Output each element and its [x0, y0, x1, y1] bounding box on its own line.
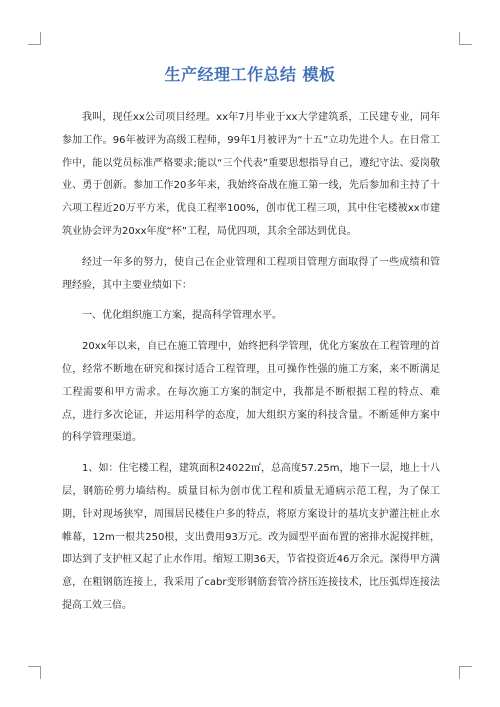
paragraph-intro: 我叫，现任xx公司项目经理。xx年7月毕业于xx大学建筑系，工民建专业，同年参加工作。96年被评为高级工程师，99年1月被评为“十五”立功先进个人。在日常工作中，能以党员标准严格要求;能以“三个代表”重要思想指导自己，遵纪守法、爱岗敬业、勇于创新。参加工作20多年来，我始终奋战在施工第一线，先后参加和主持了十六项工程近20万平方米，优良工程率100%，创市优工程三项，其中住宅楼被xx市建筑业协会评为20xx年度“杯”工程，局优四项，其余全部达到优良。	[62, 112, 440, 237]
paragraph-management: 20xx年以来，自已在施工管理中，始终把科学管理，优化方案放在工程管理的首位，经常不断地在研究和探讨适合工程管理，且可操作性强的施工方案，来不断满足工程需要和甲方需求。在每次施工方案的制定中，我都是不断根据工程的特点、难点，进行多次论证，并运用科学的态度，加大组织方案的科技含量。不断延伸方案中的科学管理渠道。	[62, 341, 440, 444]
document-body	[62, 107, 440, 618]
paragraph-example-1: 1、如：住宅楼工程，建筑面积24022㎡，总高度57.25m，地下一层，地上十八层，钢筋砼剪力墙结构。质量目标为创市优工程和质量无通病示范工程，为了保工期，针对现场狭窄，周围居民楼住户多的特点，将原方案设计的基坑支护灌注桩止水帷幕，12m一根共250根，支出费用93万元。改为圆型平面布置的密排水泥搅拌桩，即达到了支护桩又起了止水作用。缩短工期36天，节省投资近46万余元。深得甲方满意，在粗钢筋连接上，我采用了cabr变形钢筋套管冷挤压连接技术，比压弧焊连接法提高工效三倍。	[62, 463, 440, 611]
page-title: 生产经理工作总结 模板	[164, 65, 336, 84]
crop-mark-bottom-right	[459, 666, 472, 679]
crop-mark-top-right	[459, 32, 472, 45]
crop-mark-bottom-left	[28, 666, 41, 679]
paragraph-achievements-intro: 经过一年多的努力，使自己在企业管理和工程项目管理方面取得了一些成绩和管理经验，其中主要业绩如下：	[62, 256, 440, 291]
section-heading-1: 一、优化组织施工方案，提高科学管理水平。	[82, 310, 282, 322]
crop-mark-top-left	[28, 32, 41, 45]
